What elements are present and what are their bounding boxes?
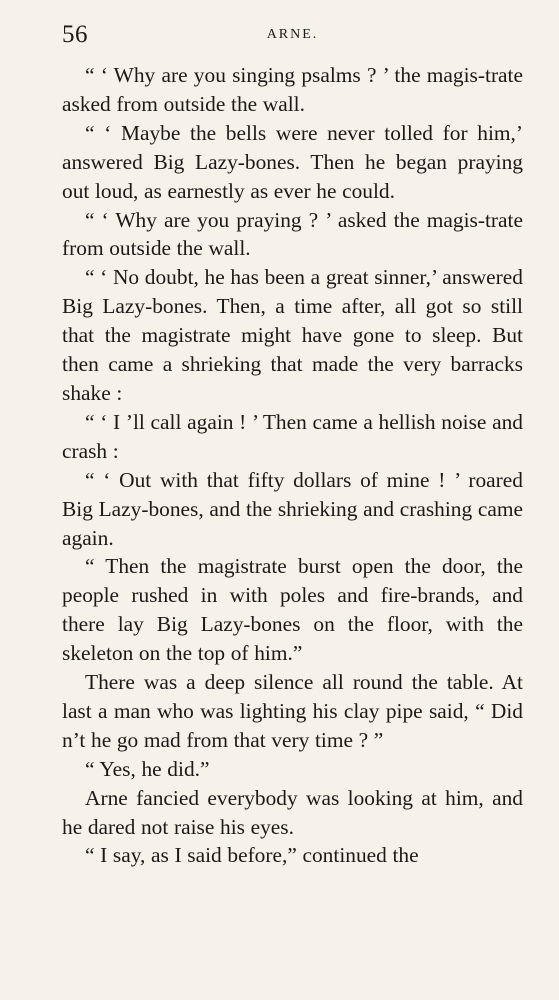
paragraph: “ I say, as I said before,” continued the <box>85 843 419 868</box>
paragraph: “ ‘ Maybe the bells were never tolled for him,’ answered Big Lazy-bones. Then he began praying out loud, as earnestly as ever he could. <box>62 120 523 203</box>
page-header <box>62 20 523 50</box>
paragraph: “ ‘ Out with that fifty dollars of mine ! ’ roared Big Lazy-bones, and the shrieking and crashing came again. <box>62 467 523 550</box>
paragraph: Arne fancied everybody was looking at him, and he dared not raise his eyes. <box>62 785 523 839</box>
running-head: ARNE. <box>266 27 319 42</box>
paragraph: “ ‘ I ’ll call again ! ’ Then came a hellish noise and crash : <box>62 409 523 463</box>
body-text <box>62 61 523 870</box>
paragraph: There was a deep silence all round the table. At last a man who was lighting his clay pipe said, “ Did n’t he go mad from that very time ? ” <box>62 670 523 752</box>
page-number: 56 <box>62 21 88 48</box>
paragraph: “ ‘ Why are you praying ? ’ asked the magis-trate from outside the wall. <box>62 207 523 261</box>
paragraph: “ ‘ No doubt, he has been a great sinner,’ answered Big Lazy-bones. Then, a time after, all got so still that the magistrate might have gone to sleep. But then came a shrieking that made the very barracks shake : <box>62 265 523 405</box>
paragraph: “ Yes, he did.” <box>85 756 210 781</box>
paragraph: “ Then the magistrate burst open the door, the people rushed in with poles and fire-brands, and there lay Big Lazy-bones on the floor, with the skeleton on the top of him.” <box>62 554 523 666</box>
paragraph: “ ‘ Why are you singing psalms ? ’ the magis-trate asked from outside the wall. <box>62 63 523 116</box>
